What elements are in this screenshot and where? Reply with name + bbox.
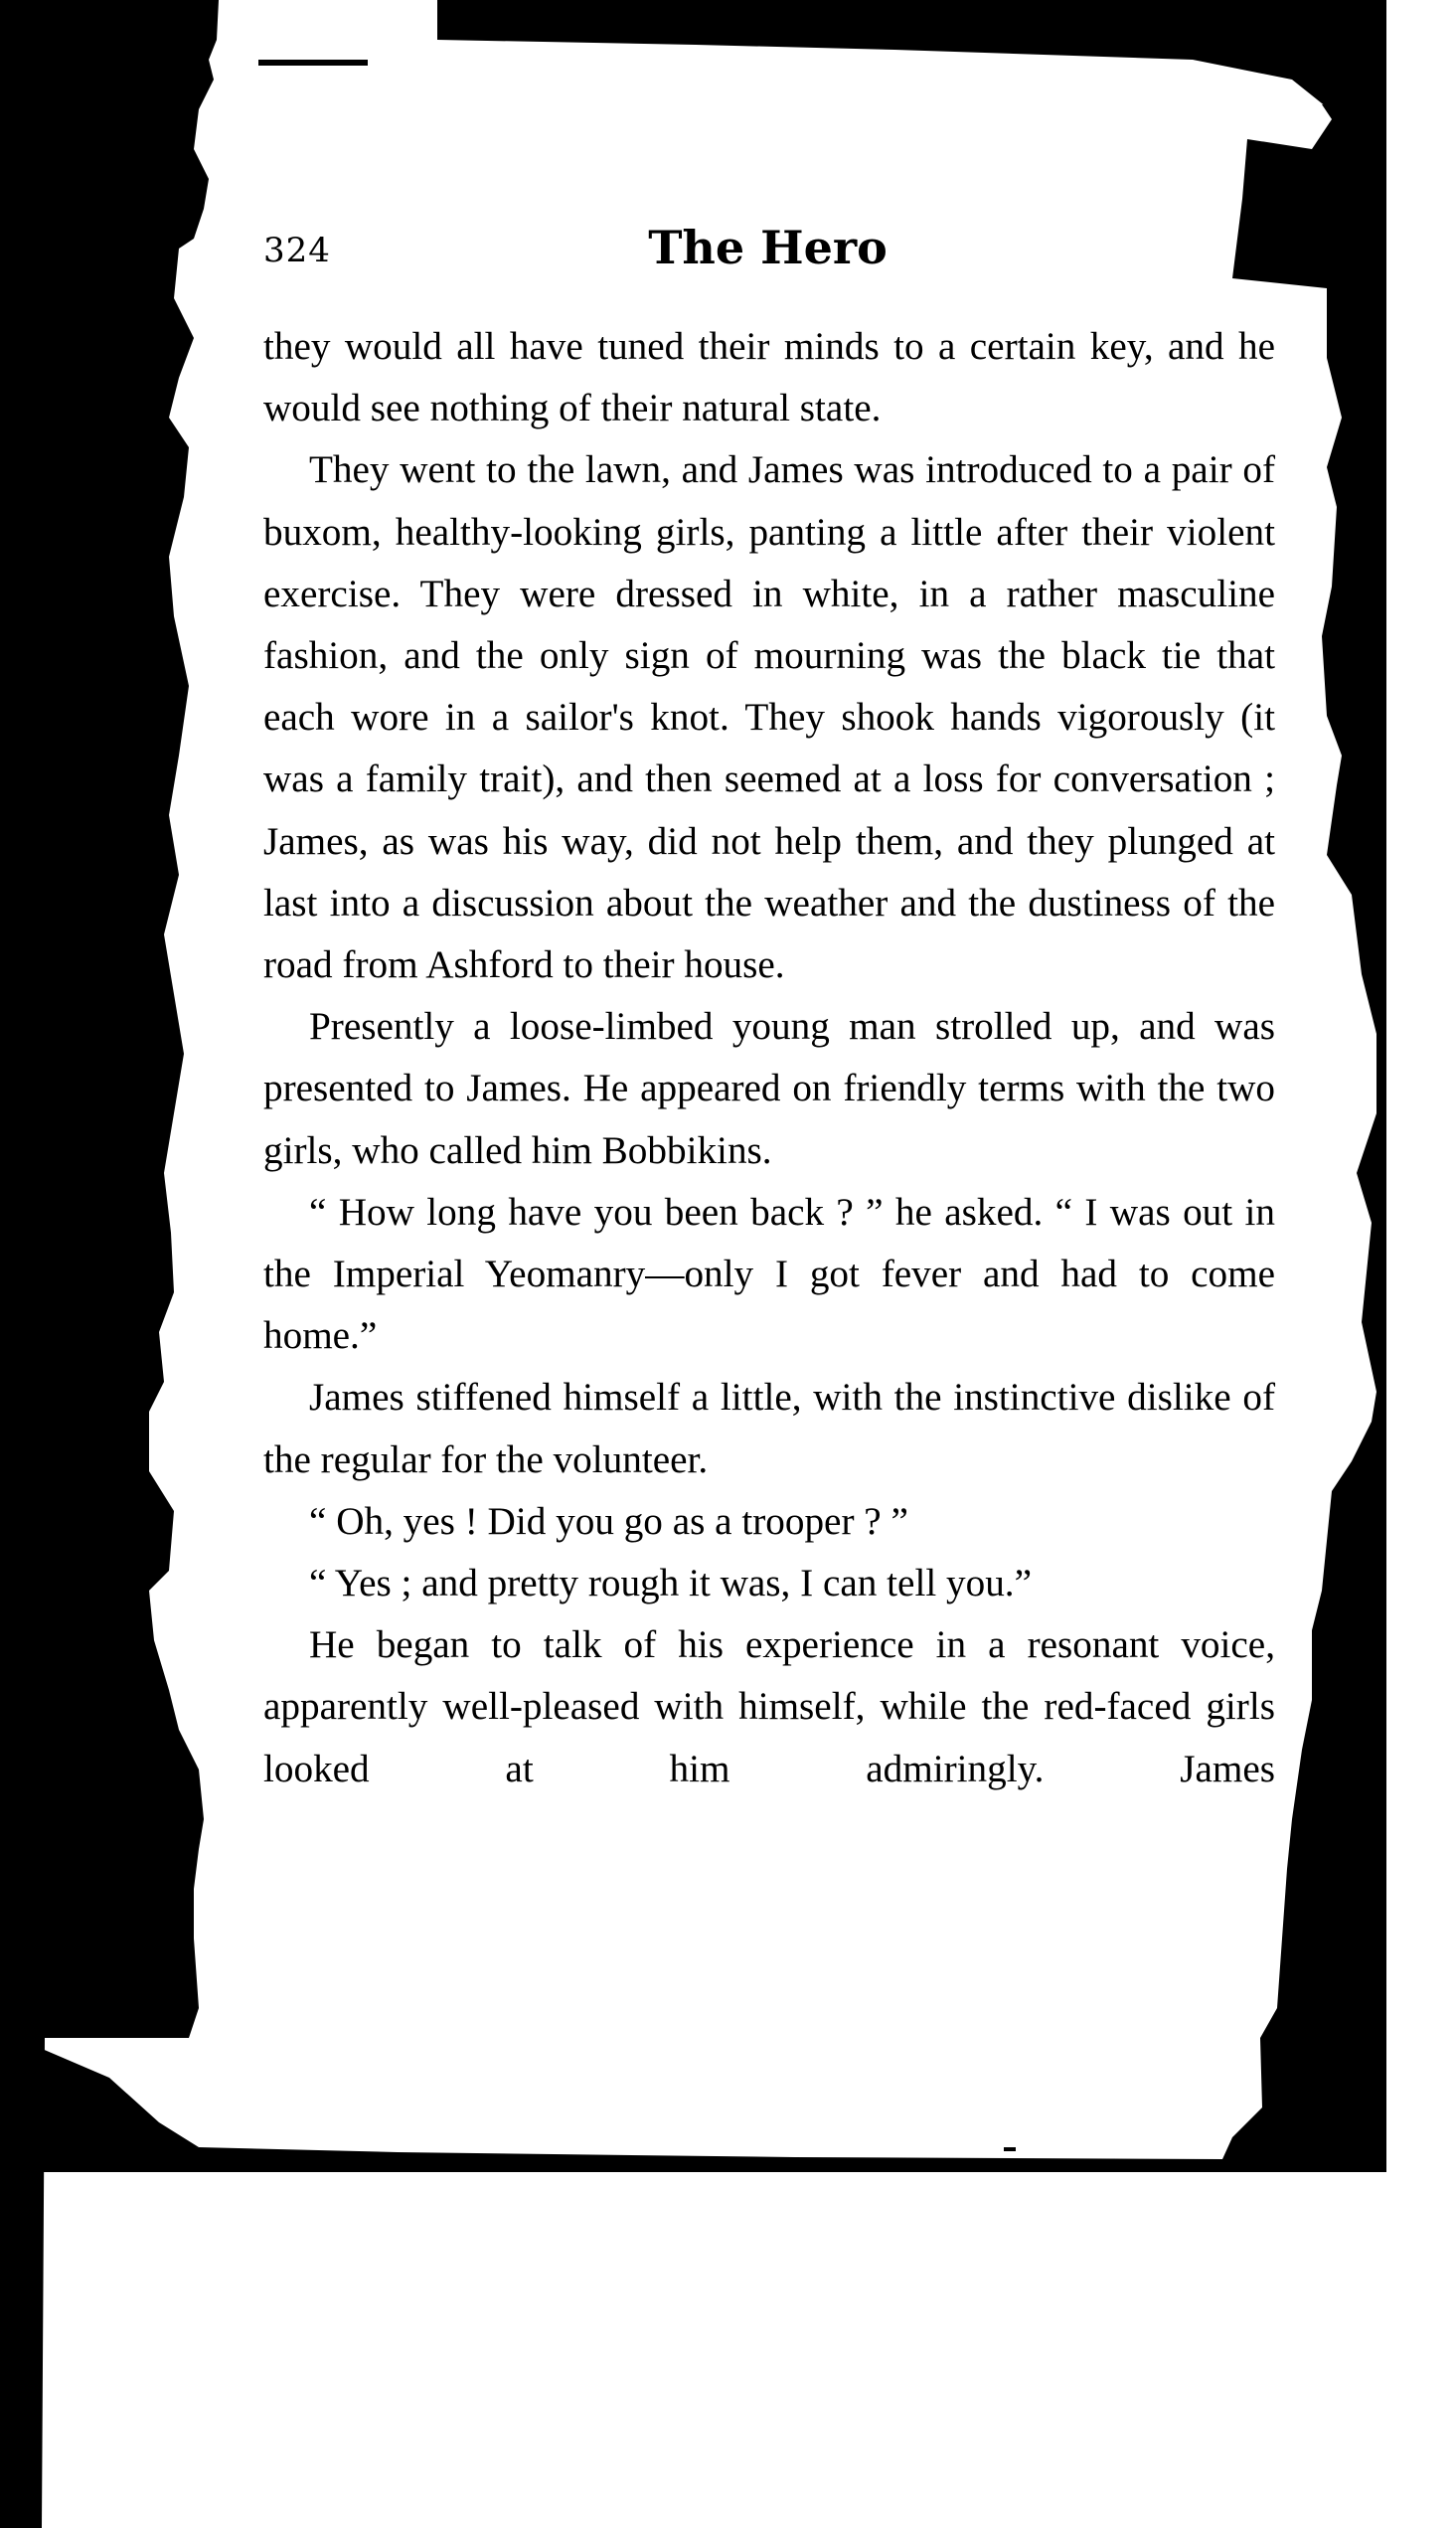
paragraph: They went to the lawn, and James was introduced to a pair of buxom, healthy-looking girls, panting a little after their violent exercise. They were dressed in white, in a rather masculine fashion, and the only sign of mourning was the black tie that each wore in a sailor's knot. They shook hands vigorously (it was a family trait), and then seemed at a loss for conversation ; James, as was his way, did not help them, and they plunged at last into a discussion about the weather and the dustiness of the road from Ashford to their house. [263,448,1275,987]
body-text [263,316,1275,1800]
page-number: 324 [263,231,331,270]
paragraph: “ Oh, yes ! Did you go as a trooper ? ” [309,1499,908,1543]
paragraph: “ Yes ; and pretty rough it was, I can tell you.” [309,1562,1032,1605]
speck-mark [105,1465,115,1475]
page-header [263,221,1272,290]
paragraph: He began to talk of his experience in a resonant voice, apparently well-pleased with himself, while the red-faced girls looked at him admiringly. James [263,1623,1275,1790]
paragraph: “ How long have you been back ? ” he asked. “ I was out in the Imperial Yeomanry—only I got fever and had to come home.” [263,1190,1275,1358]
paragraph: they would all have tuned their minds to a certain key, and he would see nothing of their natural state. [263,325,1275,430]
paragraph: Presently a loose-limbed young man strolled up, and was presented to James. He appeared on friendly terms with the two girls, who called him Bobbikins. [263,1005,1275,1172]
running-head: The Hero [648,221,888,274]
paragraph: James stiffened himself a little, with the instinctive dislike of the regular for the volunteer. [263,1376,1275,1481]
